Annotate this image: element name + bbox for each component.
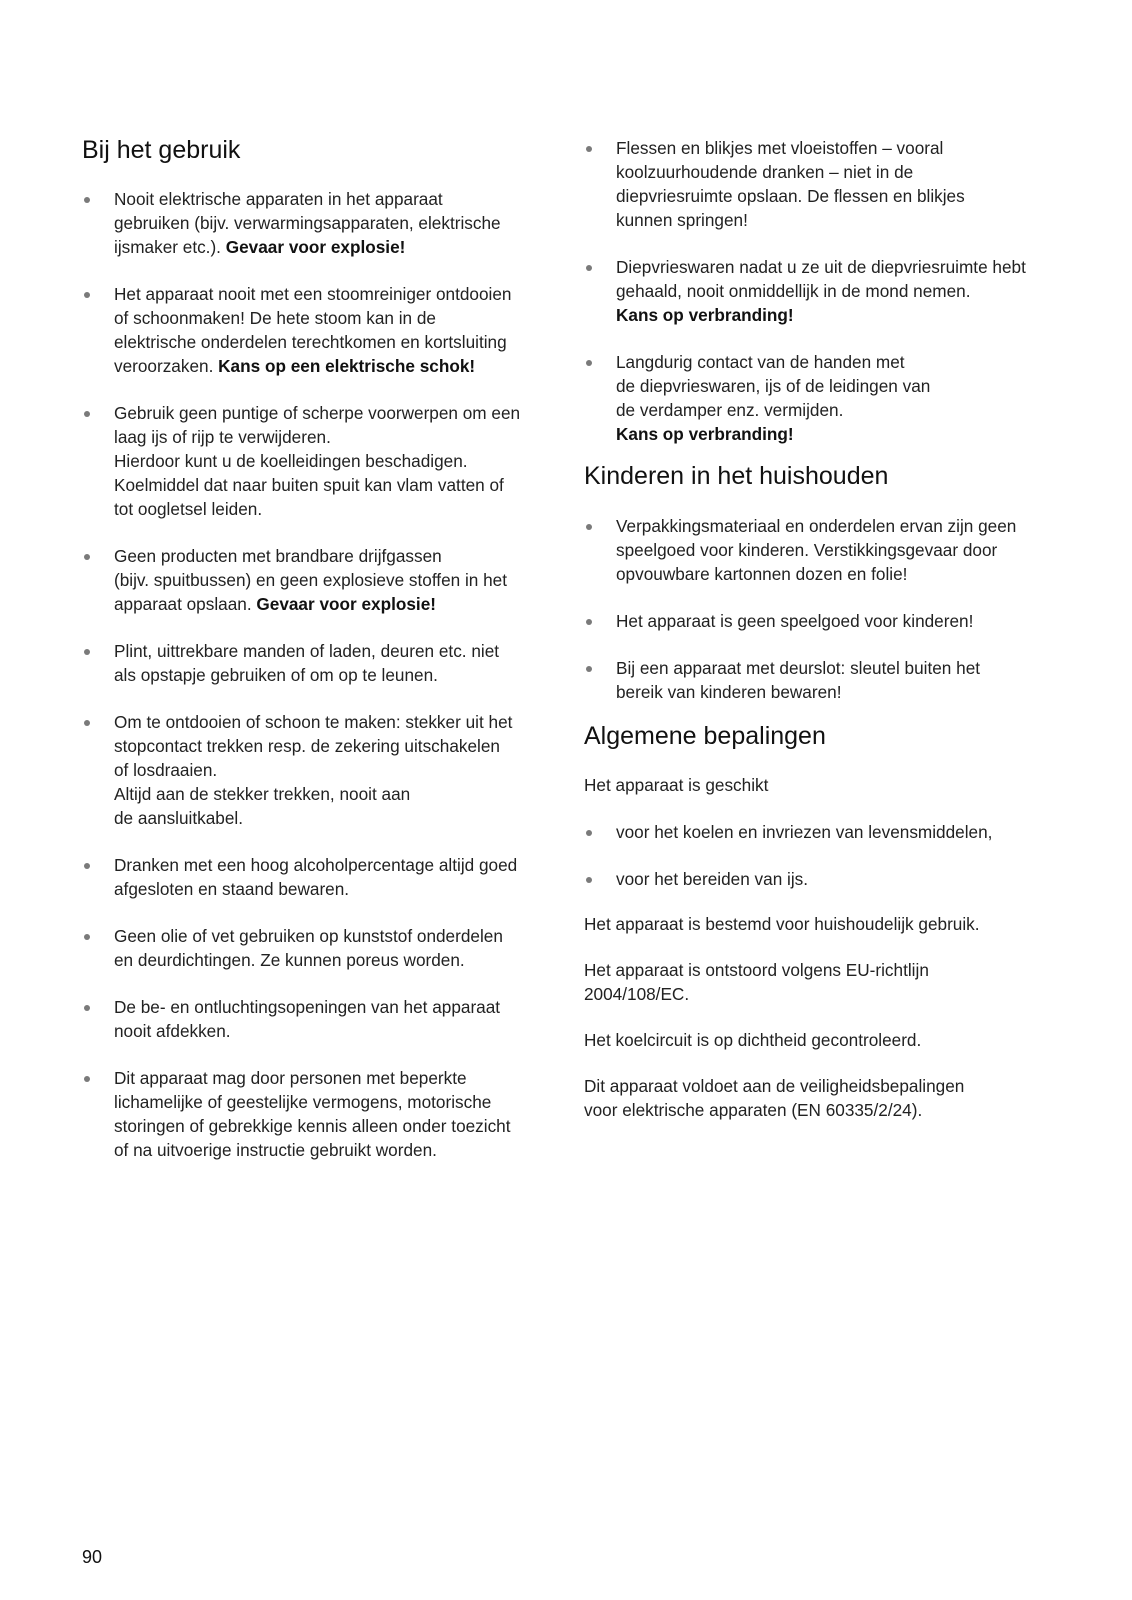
children-list xyxy=(584,514,1016,727)
bullet-icon xyxy=(586,666,592,672)
bullet-icon xyxy=(586,146,592,152)
list-item: Bij een apparaat met deurslot: sleutel buiten het bereik van kinderen bewaren! xyxy=(584,656,1016,704)
warning-text: Kans op een elektrische schok! xyxy=(218,356,476,376)
paragraph-cooling-circuit: Het koelcircuit is op dichtheid gecontroleerd. xyxy=(584,1030,922,1050)
bullet-icon xyxy=(84,554,90,560)
page-number: 90 xyxy=(82,1547,103,1567)
list-item: Langdurig contact van de handen met de diepvrieswaren, ijs of de leidingen van de verdamper enz. vermijden. Kans op verbranding! xyxy=(584,350,1026,446)
list-item: Dranken met een hoog alcoholpercentage altijd goed afgesloten en staand bewaren. xyxy=(82,853,520,901)
paragraph-safety-standard: Dit apparaat voldoet aan de veiligheidsbepalingen voor elektrische apparaten (EN 60335/2/24). xyxy=(584,1076,965,1120)
list-item: Verpakkingsmateriaal en onderdelen ervan zijn geen speelgoed voor kinderen. Verstikkingsgevaar door opvouwbare kartonnen dozen en folie! xyxy=(584,514,1016,586)
list-item: Flessen en blikjes met vloeistoffen – vooral koolzuurhoudende dranken – niet in de diepvriesruimte opslaan. De flessen en blikjes kunnen springen! xyxy=(584,136,1026,232)
list-item: voor het koelen en invriezen van levensmiddelen, xyxy=(584,820,992,844)
list-item: Het apparaat nooit met een stoomreiniger ontdooien of schoonmaken! De hete stoom kan in de elektrische onderdelen terechtkomen en kortsluiting veroorzaken. Kans op een elektrische schok! xyxy=(82,282,520,378)
list-item: Gebruik geen puntige of scherpe voorwerpen om een laag ijs of rijp te verwijderen. Hierdoor kunt u de koelleidingen beschadigen. Koelmiddel dat naar buiten spuit kan vlam vatten of tot oogletsel leiden. xyxy=(82,401,520,521)
list-item: Plint, uittrekbare manden of laden, deuren etc. niet als opstapje gebruiken of om op te leunen. xyxy=(82,639,520,687)
bullet-icon xyxy=(84,411,90,417)
bullet-icon xyxy=(586,619,592,625)
heading-kinderen-in-het-huishouden: Kinderen in het huishouden xyxy=(584,462,889,490)
list-item: Nooit elektrische apparaten in het apparaat gebruiken (bijv. verwarmingsapparaten, elektrische ijsmaker etc.). Gevaar voor explosie! xyxy=(82,187,520,259)
heading-bij-het-gebruik: Bij het gebruik xyxy=(82,136,241,164)
list-item: Geen producten met brandbare drijfgassen (bijv. spuitbussen) en geen explosieve stoffen in het apparaat opslaan. Gevaar voor explosie! xyxy=(82,544,520,616)
list-item: voor het bereiden van ijs. xyxy=(584,867,992,891)
bullet-icon xyxy=(586,524,592,530)
list-item: De be- en ontluchtingsopeningen van het apparaat nooit afdekken. xyxy=(82,995,520,1043)
warning-text: Kans op verbranding! xyxy=(616,305,794,325)
list-item: Het apparaat is geen speelgoed voor kinderen! xyxy=(584,609,1016,633)
heading-algemene-bepalingen: Algemene bepalingen xyxy=(584,722,826,750)
bullet-icon xyxy=(586,877,592,883)
bullet-icon xyxy=(84,1005,90,1011)
warning-text: Gevaar voor explosie! xyxy=(256,594,436,614)
list-item: Om te ontdooien of schoon te maken: stekker uit het stopcontact trekken resp. de zekering uitschakelen of losdraaien. Altijd aan de stekker trekken, nooit aan de aansluitkabel. xyxy=(82,710,520,830)
bullet-icon xyxy=(84,720,90,726)
bullet-icon xyxy=(586,265,592,271)
list-item: Dit apparaat mag door personen met beperkte lichamelijke of geestelijke vermogens, motorische storingen of gebrekkige kennis alleen onder toezicht of na uitvoerige instructie gebruikt worden. xyxy=(82,1066,520,1162)
list-item: Diepvrieswaren nadat u ze uit de diepvriesruimte hebt gehaald, nooit onmiddellijk in de mond nemen. Kans op verbranding! xyxy=(584,255,1026,327)
bullet-icon xyxy=(84,863,90,869)
warning-text: Kans op verbranding! xyxy=(616,424,794,444)
paragraph-eu-directive: Het apparaat is ontstoord volgens EU-richtlijn 2004/108/EC. xyxy=(584,960,929,1004)
general-suitability-list xyxy=(584,820,992,914)
bullet-icon xyxy=(84,1076,90,1082)
paragraph-household-use: Het apparaat is bestemd voor huishoudelijk gebruik. xyxy=(584,914,980,934)
bullet-icon xyxy=(586,830,592,836)
general-intro-text: Het apparaat is geschikt xyxy=(584,775,769,795)
frozen-goods-list xyxy=(584,136,1026,469)
bullet-icon xyxy=(586,360,592,366)
bullet-icon xyxy=(84,649,90,655)
bullet-icon xyxy=(84,934,90,940)
list-item: Geen olie of vet gebruiken op kunststof onderdelen en deurdichtingen. Ze kunnen poreus worden. xyxy=(82,924,520,972)
bullet-icon xyxy=(84,197,90,203)
bullet-icon xyxy=(84,292,90,298)
warning-text: Gevaar voor explosie! xyxy=(225,237,406,257)
usage-safety-list xyxy=(82,187,520,1185)
